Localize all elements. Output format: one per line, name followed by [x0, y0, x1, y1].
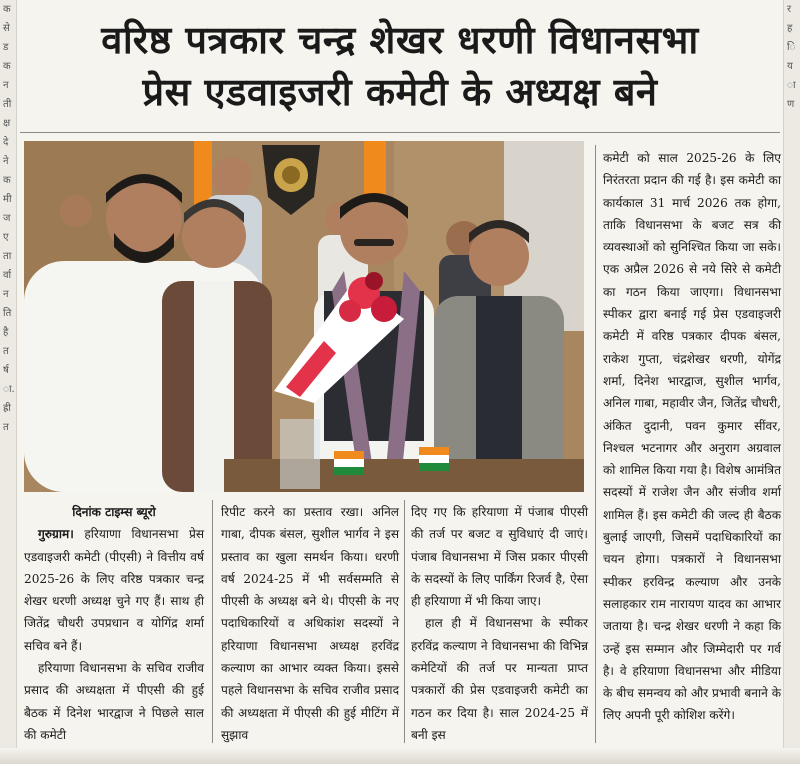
edge-text-fragment: ि: [787, 42, 796, 53]
edge-text-fragment: क्ष: [3, 118, 11, 129]
edge-text-fragment: क: [3, 61, 11, 72]
headline-rule: [20, 132, 780, 133]
column-divider: [595, 145, 596, 743]
edge-text-fragment: र्ष: [3, 365, 9, 376]
article-column-right: [603, 147, 781, 727]
edge-text-fragment: ज: [3, 213, 11, 224]
edge-text-fragment: ति: [3, 308, 12, 319]
column-divider: [404, 500, 405, 743]
edge-text-fragment: क: [3, 4, 11, 15]
desk: [224, 459, 584, 492]
headline-line-1: वरिष्ठ पत्रकार चन्द्र शेखर धरणी विधानसभा: [101, 18, 699, 62]
edge-text-fragment: ण: [787, 99, 795, 110]
edge-text-fragment: ए: [3, 232, 9, 243]
headline-line-2: प्रेस एडवाइजरी कमेटी के अध्यक्ष बने: [142, 70, 658, 114]
edge-text-fragment: ह्री: [3, 403, 11, 414]
article-text: हरियाणा विधानसभा प्रेस एडवाइजरी कमेटी (पीएसी) ने वित्तीय वर्ष 2025-26 के लिए वरिष्ठ पत्रकार चन्द्र शेखर धरणी अध्यक्ष चुने गए हैं। साथ ही जितेंद्र चौधरी उपप्रधान व योगिंद्र शर्मा सचिव बने हैं।: [24, 527, 204, 653]
edge-text-fragment: ड: [3, 42, 9, 53]
article-paragraph: दिए गए कि हरियाणा में पंजाब पीएसी की तर्ज पर बजट व सुविधाएं दी जाएं। पंजाब विधानसभा में जिस प्रकार पीएसी के सदस्यों के लिए पार्किंग रिजर्व है, ऐसा ही हरियाणा में भी किया जाए।: [411, 505, 588, 609]
edge-text-fragment: न: [3, 80, 9, 91]
edge-text-fragment: मी: [3, 194, 12, 205]
edge-text-fragment: दे: [3, 137, 9, 148]
edge-text-fragment: त: [3, 346, 9, 357]
article-column-2: [221, 501, 399, 746]
article-paragraph: रिपीट करने का प्रस्ताव रखा। अनिल गाबा, दीपक बंसल, सुशील भार्गव ने इस प्रस्ताव का खुला समर्थन किया। धरणी वर्ष 2024-25 में भी सर्वसम्मति से पीएसी के अध्यक्ष बने थे। पीएसी के नए पदाधिकारियों व अधिकांश सदस्यों ने हरियाणा विधानसभा अध्यक्ष हरविंद्र कल्याण का आभार व्यक्त किया। इससे पहले विधानसभा के सचिव राजीव प्रसाद की अध्यक्षता में पीएसी की हुई मीटिंग में सुझाव: [221, 505, 399, 742]
edge-text-fragment: ने: [3, 156, 9, 167]
article-column-1: [24, 501, 204, 746]
dateline: दिनांक टाइम्स ब्यूरो: [72, 505, 156, 519]
photo-illustration: [24, 141, 584, 492]
edge-text-fragment: र: [787, 4, 792, 15]
article-column-3: [411, 501, 588, 746]
edge-text-fragment: य: [787, 61, 793, 72]
edge-text-fragment: से: [3, 23, 10, 34]
adjacent-article-strip-left: [0, 0, 17, 764]
edge-text-fragment: है: [3, 327, 9, 338]
edge-text-fragment: र्वा: [3, 270, 12, 281]
adjacent-article-strip-right: [783, 0, 800, 764]
edge-text-fragment: ा: [787, 80, 796, 91]
edge-text-fragment: ती: [3, 99, 12, 110]
edge-text-fragment: ा.: [3, 384, 15, 395]
edge-text-fragment: न: [3, 289, 9, 300]
news-photo: [24, 141, 584, 492]
headline: [22, 14, 778, 118]
edge-text-fragment: ह: [787, 23, 793, 34]
article-paragraph: हाल ही में विधानसभा के स्पीकर हरविंद्र कल्याण ने विधानसभा की विभिन्न कमेटियों की तर्ज पर मान्यता प्राप्त पत्रकारों की प्रेस एडवाइजरी कमेटी का गठन कर दिया है। साल 2024-25 में बनी इस: [411, 616, 588, 742]
edge-text-fragment: ता: [3, 251, 12, 262]
article-paragraph: [24, 523, 204, 657]
article-paragraph: हरियाणा विधानसभा के सचिव राजीव प्रसाद की अध्यक्षता में पीएसी की हुई बैठक में दिनेश भारद्वाज ने पिछले साल की कमेटी: [24, 661, 204, 742]
edge-text-fragment: क: [3, 175, 11, 186]
place-name: गुरुग्राम।: [38, 527, 74, 542]
glass-pedestal: [280, 419, 320, 489]
next-headline-strip: [0, 748, 800, 764]
edge-text-fragment: त: [3, 422, 9, 433]
column-divider: [212, 500, 213, 743]
article-paragraph: कमेटी को साल 2025-26 के लिए निरंतरता प्रदान की गई है। इस कमेटी का कार्यकाल 31 मार्च 2026 तक होगा, ताकि विधानसभा के बजट सत्र की व्यवस्थाओं को सुनिश्चित किया जा सके। एक अप्रैल 2026 से नये सिरे से कमेटी का गठन किया जाएगा। विधानसभा स्पीकर द्वारा बनाई गई प्रेस एडवाइजरी कमेटी में वरिष्ठ पत्रकार दीपक बंसल, राकेश गुप्ता, चंद्रशेखर धरणी, योगेंद्र शर्मा, दिनेश भारद्वाज, सुशील भार्गव, अनिल गाबा, महावीर जैन, जितेंद्र चौधरी, अंकित दुदानी, पवन कुमार सींवर, निश्चल भटनागर और अनुराग अग्रवाल को शामिल किया गया है। विशेष आमंत्रित सदस्यों में राजेश जैन और संजीव शर्मा शामिल हैं। इस कमेटी की जल्द ही बैठक बुलाई जाएगी, जिसमें पदाधिकारियों का चयन होगा। पत्रकारों ने विधानसभा स्पीकर हरविन्द्र कल्याण और उनके सलाहकार राम नारायण यादव का आभार जताया है। चन्द्र शेखर धरणी ने कहा कि उन्हें इस सम्मान और जिम्मेदारी पर गर्व है। वे हरियाणा विधानसभा और मीडिया के बीच समन्वय को और प्रभावी बनाने के लिए अपनी पूरी कोशिश करेंगे।: [603, 151, 781, 723]
